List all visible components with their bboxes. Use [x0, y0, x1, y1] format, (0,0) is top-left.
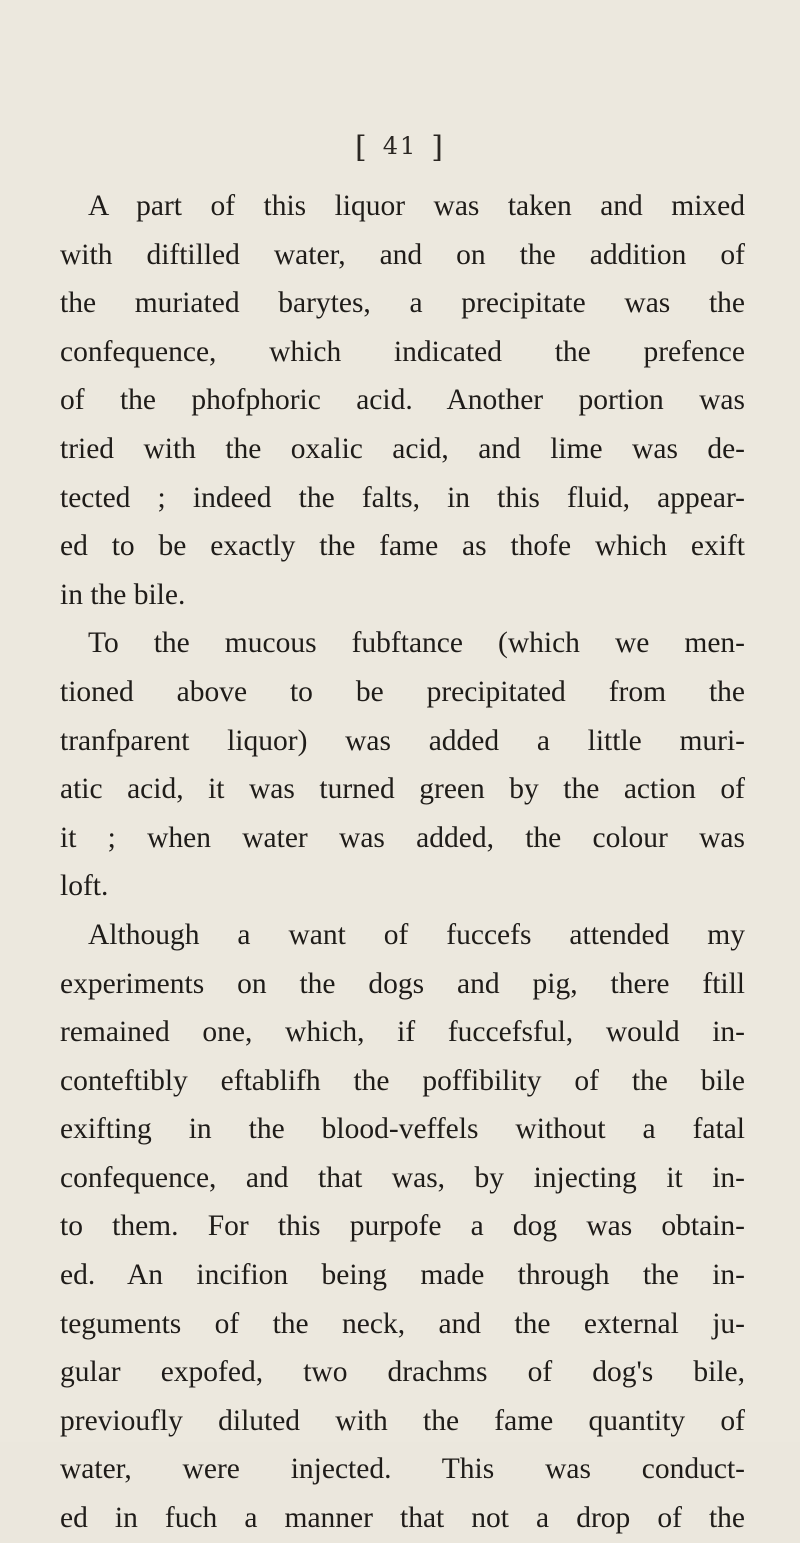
text-line: experiments on the dogs and pig, there ftill	[60, 967, 745, 1000]
text-line: previoufly diluted with the fame quantity of	[60, 1404, 745, 1437]
text-line: loft.	[60, 870, 109, 903]
bracket-open: [	[355, 130, 369, 165]
text-line: conteftibly eftablifh the poffibility of the bile	[60, 1064, 745, 1097]
page-number: 41	[382, 132, 418, 160]
text-line: teguments of the neck, and the external ju-	[60, 1307, 745, 1340]
text-line: confequence, and that was, by injecting it in-	[60, 1161, 745, 1194]
text-line: atic acid, it was turned green by the action of	[60, 773, 745, 806]
text-line: tried with the oxalic acid, and lime was de-	[60, 432, 745, 465]
text-line: exifting in the blood-veffels without a fatal	[60, 1113, 745, 1146]
text-line: to them. For this purpofe a dog was obtain-	[60, 1210, 745, 1243]
text-line: with diftilled water, and on the addition of	[60, 238, 745, 271]
text-line: Although a want of fuccefs attended my	[88, 918, 745, 951]
text-line: in the bile.	[60, 578, 186, 611]
text-line: gular expofed, two drachms of dog's bile,	[60, 1356, 745, 1389]
text-line: ed in fuch a manner that not a drop of the	[60, 1502, 745, 1535]
text-line: the muriated barytes, a precipitate was the	[60, 287, 745, 320]
text-line: ed to be exactly the fame as thofe which exift	[60, 530, 745, 563]
text-line: confequence, which indicated the prefence	[60, 335, 745, 368]
text-line: ed. An incifion being made through the in-	[60, 1259, 745, 1292]
text-line: tected ; indeed the falts, in this fluid, appear-	[60, 481, 745, 514]
page-number-header	[0, 130, 800, 165]
text-line: To the mucous fubftance (which we men-	[88, 627, 745, 660]
text-line: A part of this liquor was taken and mixed	[88, 190, 745, 222]
text-line: it ; when water was added, the colour was	[60, 821, 745, 854]
text-line: remained one, which, if fuccefsful, would in-	[60, 1016, 745, 1049]
body-text	[60, 182, 745, 1543]
bracket-close: ]	[431, 130, 445, 165]
text-line: water, were injected. This was conduct-	[60, 1453, 745, 1486]
text-line: tioned above to be precipitated from the	[60, 675, 745, 708]
text-line: tranfparent liquor) was added a little muri-	[60, 724, 745, 757]
text-line: of the phofphoric acid. Another portion was	[60, 384, 745, 417]
